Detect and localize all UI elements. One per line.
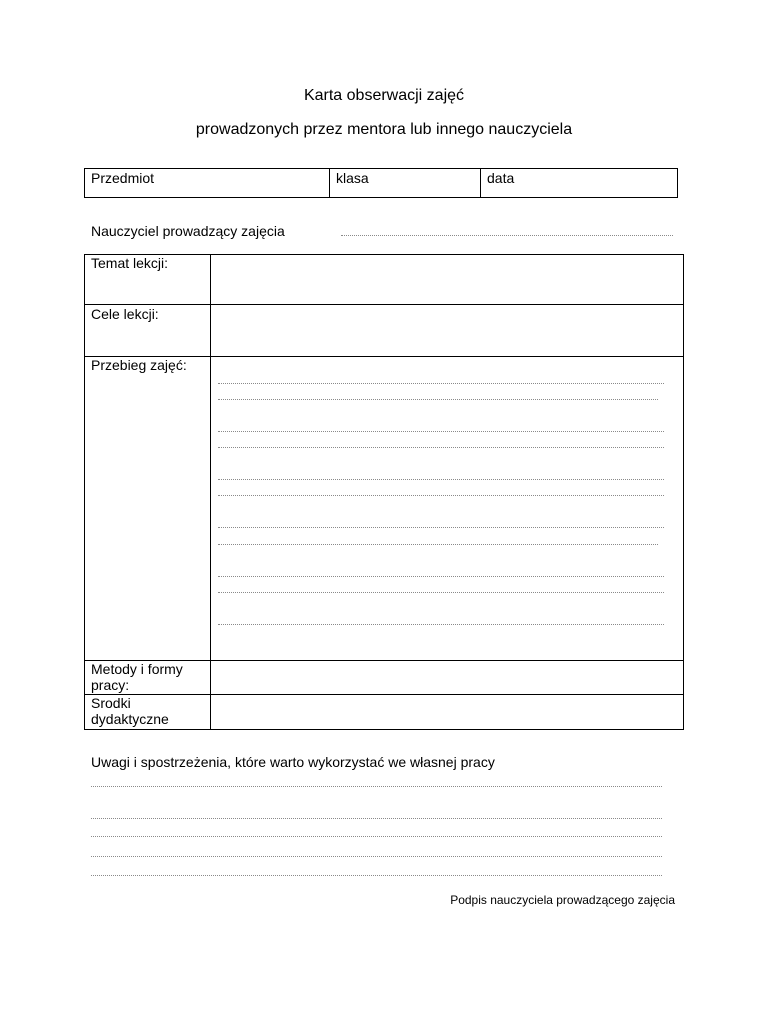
- header-table-border: [84, 168, 678, 198]
- course-dotted-line[interactable]: [218, 527, 664, 528]
- course-dotted-line[interactable]: [218, 576, 664, 577]
- course-dotted-line[interactable]: [218, 479, 664, 480]
- header-divider: [329, 168, 330, 198]
- date-label: data: [487, 170, 515, 186]
- methods-label-line1: Metody i formy: [91, 661, 183, 677]
- class-label: klasa: [336, 170, 369, 186]
- row-divider: [84, 694, 684, 695]
- course-dotted-line[interactable]: [218, 399, 658, 400]
- remarks-dotted-line[interactable]: [91, 875, 662, 876]
- document-title-line2: prowadzonych przez mentora lub innego nauczyciela: [195, 121, 573, 138]
- resources-label-line2: dydaktyczne: [91, 711, 169, 727]
- lesson-table-column-divider: [210, 254, 211, 730]
- teacher-dotted-line[interactable]: [341, 235, 673, 236]
- header-divider: [480, 168, 481, 198]
- lesson-table-border: [84, 254, 684, 730]
- signature-label: Podpis nauczyciela prowadzącego zajęcia: [450, 893, 675, 907]
- remarks-dotted-line[interactable]: [91, 856, 662, 857]
- goals-label: Cele lekcji:: [91, 306, 159, 322]
- course-dotted-line[interactable]: [218, 495, 664, 496]
- row-divider: [84, 304, 684, 305]
- course-dotted-line[interactable]: [218, 544, 658, 545]
- remarks-label: Uwagi i spostrzeżenia, które warto wykorzystać we własnej pracy: [91, 754, 495, 770]
- course-dotted-line[interactable]: [218, 383, 664, 384]
- topic-label: Temat lekcji:: [91, 255, 169, 271]
- remarks-dotted-line[interactable]: [91, 818, 662, 819]
- remarks-dotted-line[interactable]: [91, 786, 662, 787]
- remarks-dotted-line[interactable]: [91, 836, 662, 837]
- resources-label-line1: Srodki: [91, 695, 131, 711]
- course-dotted-line[interactable]: [218, 592, 664, 593]
- course-dotted-line[interactable]: [218, 447, 664, 448]
- subject-label: Przedmiot: [91, 170, 155, 186]
- methods-label-line2: pracy:: [91, 677, 130, 693]
- course-label: Przebieg zajęć:: [91, 357, 187, 373]
- course-dotted-line[interactable]: [218, 624, 664, 625]
- teacher-label: Nauczyciel prowadzący zajęcia: [91, 223, 285, 239]
- document-title-line1: Karta obserwacji zajęć: [303, 87, 465, 104]
- course-dotted-line[interactable]: [218, 431, 664, 432]
